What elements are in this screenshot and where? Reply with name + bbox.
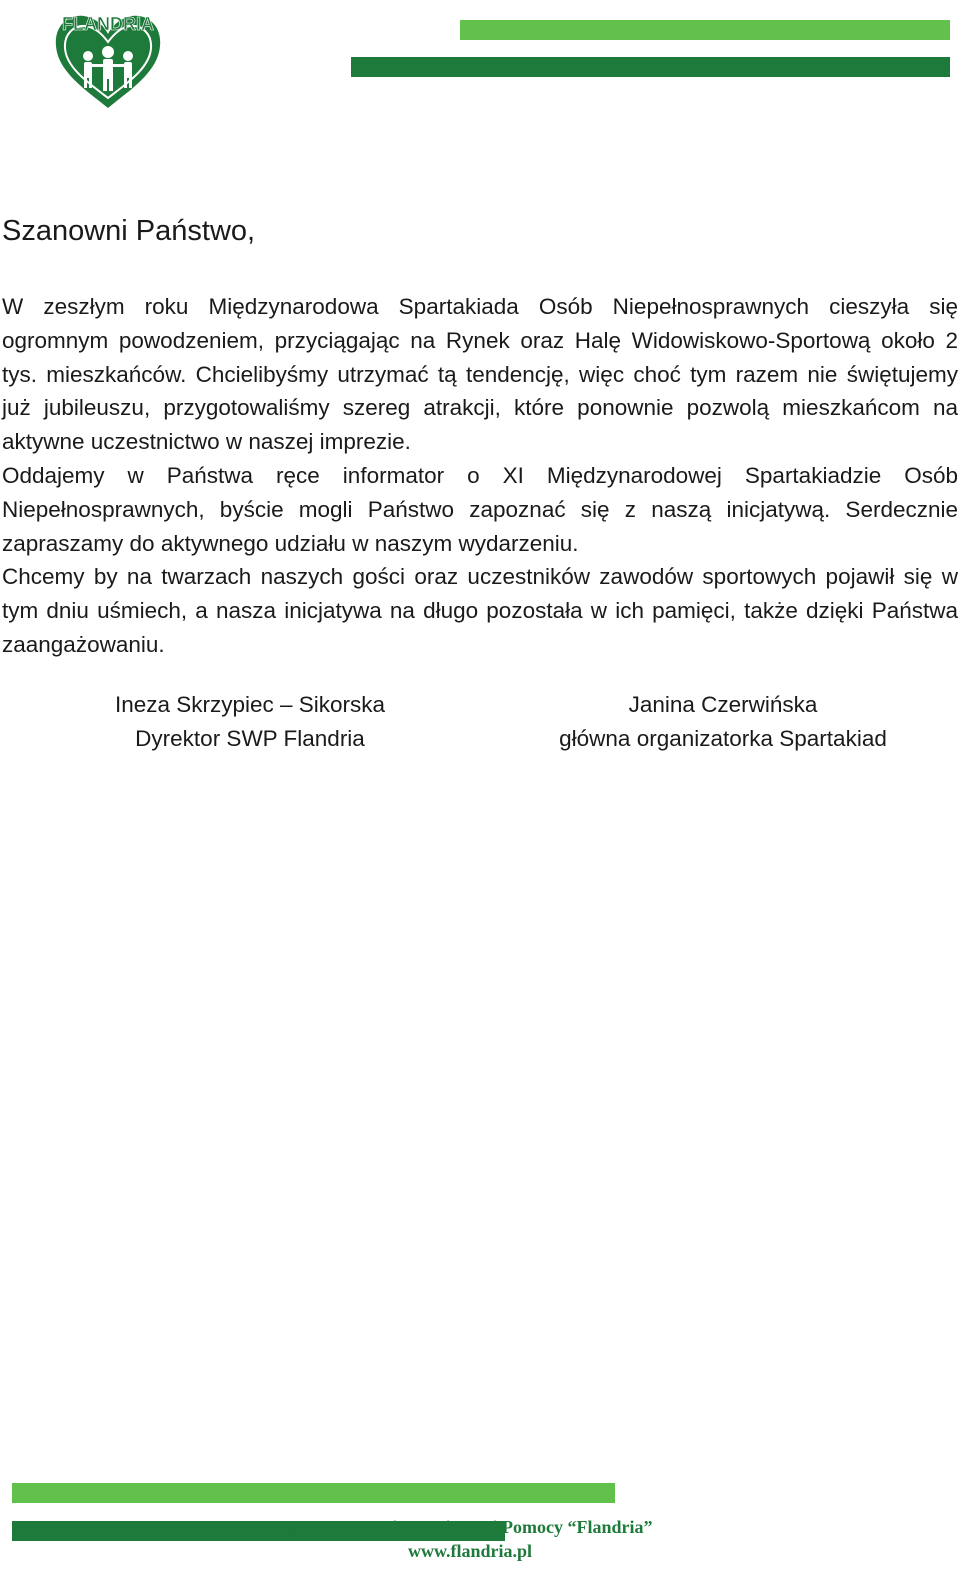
signature-name: Ineza Skrzypiec – Sikorska [114,692,386,717]
signature-director [100,688,400,756]
letter-paragraph: Chcemy by na twarzach naszych gości oraz uczestników zawodów sportowych pojawił się w tym dniu uśmiech, a nasza inicjatywa na długo pozostała w ich pamięci, także dzięki Państwa zaangażowaniu. [2,564,958,657]
footer [250,1515,690,1563]
letter-greeting: Szanowni Państwo, [2,215,256,247]
signature-role: Dyrektor SWP Flandria [135,725,365,751]
letter-paragraph: Oddajemy w Państwa ręce informator o XI Międzynarodowej Spartakiadzie Osób Niepełnosprawnych, byście mogli Państwo zapoznać się z naszą inicjatywą. Serdecznie zapraszamy do aktywnego udziału w naszym wydarzeniu. [2,462,958,556]
header-bar-light [460,20,950,40]
flandria-heart-logo-icon [50,8,166,112]
letter-paragraph: W zeszłym roku Międzynarodowa Spartakiada Osób Niepełnosprawnych cieszyła się ogromnym powodzeniem, przyciągając na Rynek oraz Halę Widowiskowo-Sportową około 2 tys. mieszkańców. Chcielibyśmy utrzymać tą tendencję, więc choć tym razem nie świętujemy już jubileuszu, przygotowaliśmy szereg atrakcji, które ponownie pozwolą mieszkańcom na aktywne uczestnictwo w naszej imprezie. [2,294,958,455]
logo-text: FLANDRIA [62,14,154,34]
signature-organizer [533,688,913,756]
footer-bar-light [12,1483,615,1503]
letter-body [2,290,958,662]
footer-website-link[interactable]: www.flandria.pl [407,1541,533,1561]
signature-role: główna organizatorka Spartakiad [559,725,887,751]
signature-name: Janina Czerwińska [628,692,818,717]
footer-organization: Stowarzyszenie Wzajemnej Pomocy “Flandria” [287,1517,653,1537]
logo-graphic [50,8,166,112]
header-bar-dark [351,57,950,77]
